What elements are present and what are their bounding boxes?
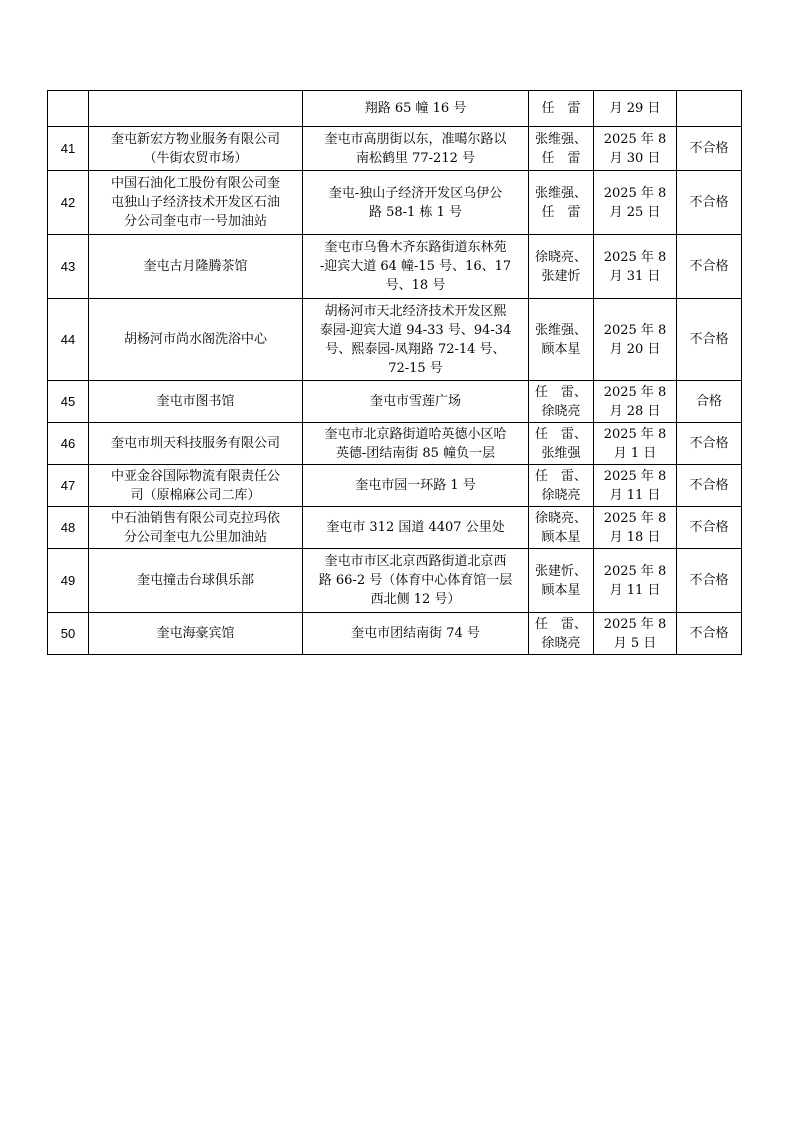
inspectors-cell-line: 顾本星 bbox=[541, 582, 581, 598]
inspectors-cell-line: 张维强 bbox=[541, 445, 581, 461]
inspection-date-cell-line: 月 28 日 bbox=[609, 403, 661, 419]
inspectors-cell-line: 张维强、 bbox=[534, 185, 587, 201]
inspection-date-cell bbox=[594, 423, 677, 465]
unit-name-cell-line: 奎屯古月隆腾茶馆 bbox=[143, 259, 248, 274]
inspectors-cell bbox=[529, 465, 594, 507]
inspectors-cell bbox=[529, 91, 594, 127]
inspectors-cell-line: 张建忻、 bbox=[534, 563, 587, 579]
inspection-date-cell-line: 2025 年 8 bbox=[603, 563, 667, 579]
inspectors-cell-line: 张维强、 bbox=[534, 131, 587, 147]
inspectors-cell-line: 张建忻 bbox=[541, 268, 581, 284]
result-cell: 合格 bbox=[677, 381, 742, 423]
row-number-cell: 43 bbox=[48, 235, 89, 299]
inspectors-cell-line: 徐晓亮 bbox=[541, 487, 581, 503]
result-cell: 不合格 bbox=[677, 235, 742, 299]
address-cell-line: 号、熙泰园-凤翔路 72-14 号、 bbox=[325, 341, 506, 357]
unit-name-cell-line: 奎屯撞击台球俱乐部 bbox=[136, 573, 254, 588]
inspectors-cell-line: 张维强、 bbox=[534, 322, 587, 338]
inspectors-cell-line: 徐晓亮、 bbox=[534, 510, 587, 526]
inspection-date-cell bbox=[594, 613, 677, 655]
address-cell bbox=[303, 549, 529, 613]
inspectors-cell-line: 任 雷、 bbox=[534, 468, 587, 484]
address-cell bbox=[303, 127, 529, 171]
unit-name-cell-line: 奎屯海豪宾馆 bbox=[156, 626, 235, 641]
inspection-date-cell-line: 2025 年 8 bbox=[603, 468, 667, 484]
address-cell-line: 奎屯市雪莲广场 bbox=[369, 394, 461, 409]
inspectors-cell bbox=[529, 381, 594, 423]
inspectors-cell bbox=[529, 423, 594, 465]
table-row bbox=[48, 171, 742, 235]
unit-name-cell bbox=[89, 171, 303, 235]
unit-name-cell-line: 胡杨河市尚水阁洗浴中心 bbox=[123, 332, 267, 347]
address-cell-line: 奎屯-独山子经济开发区乌伊公 bbox=[328, 185, 503, 201]
result-cell: 不合格 bbox=[677, 465, 742, 507]
address-cell-line: 泰园-迎宾大道 94-33 号、94-34 bbox=[319, 322, 512, 338]
inspection-date-cell bbox=[594, 127, 677, 171]
address-cell-line: 胡杨河市天北经济技术开发区熙 bbox=[324, 303, 507, 319]
inspectors-cell-line: 任 雷、 bbox=[534, 384, 587, 400]
unit-name-cell bbox=[89, 235, 303, 299]
unit-name-cell bbox=[89, 299, 303, 381]
result-cell: 不合格 bbox=[677, 549, 742, 613]
address-cell-line: 路 66-2 号（体育中心体育馆一层 bbox=[318, 573, 513, 588]
inspection-date-cell bbox=[594, 171, 677, 235]
inspectors-cell-line: 任 雷 bbox=[541, 204, 581, 220]
inspectors-cell-line: 徐晓亮 bbox=[541, 403, 581, 419]
inspection-date-cell-line: 2025 年 8 bbox=[603, 249, 667, 265]
inspection-date-cell bbox=[594, 507, 677, 549]
inspection-date-cell-line: 月 20 日 bbox=[609, 341, 661, 357]
table-row bbox=[48, 381, 742, 423]
inspection-date-cell bbox=[594, 299, 677, 381]
result-cell: 不合格 bbox=[677, 299, 742, 381]
address-cell-line: 奎屯市 312 国道 4407 公里处 bbox=[326, 520, 505, 535]
inspectors-cell bbox=[529, 507, 594, 549]
unit-name-cell bbox=[89, 423, 303, 465]
row-number-cell: 42 bbox=[48, 171, 89, 235]
inspectors-cell-line: 顾本星 bbox=[541, 529, 581, 545]
table-row bbox=[48, 613, 742, 655]
inspectors-cell-line: 徐晓亮、 bbox=[534, 249, 587, 265]
table-row bbox=[48, 549, 742, 613]
address-cell-line: 西北侧 12 号） bbox=[370, 592, 461, 607]
address-cell bbox=[303, 423, 529, 465]
unit-name-cell-line: （牛街农贸市场） bbox=[143, 150, 248, 166]
address-cell bbox=[303, 465, 529, 507]
address-cell bbox=[303, 171, 529, 235]
inspectors-cell bbox=[529, 549, 594, 613]
inspection-date-cell-line: 2025 年 8 bbox=[603, 131, 667, 147]
table-row bbox=[48, 235, 742, 299]
inspection-date-cell-line: 月 11 日 bbox=[609, 582, 661, 598]
table-body bbox=[48, 91, 742, 655]
unit-name-cell-line: 分公司奎屯市一号加油站 bbox=[123, 214, 267, 229]
unit-name-cell bbox=[89, 507, 303, 549]
inspectors-cell-line: 任 雷、 bbox=[534, 616, 587, 632]
table-row bbox=[48, 91, 742, 127]
unit-name-cell-line: 奎屯市圳天科技服务有限公司 bbox=[110, 436, 280, 451]
unit-name-cell-line: 中石油销售有限公司克拉玛依 bbox=[110, 510, 280, 526]
row-number-cell bbox=[48, 91, 89, 127]
unit-name-cell bbox=[89, 613, 303, 655]
inspectors-cell-line: 任 雷、 bbox=[534, 426, 587, 442]
inspection-date-cell-line: 月 5 日 bbox=[613, 635, 657, 651]
table-row bbox=[48, 127, 742, 171]
address-cell-line: -迎宾大道 64 幢-15 号、16、17 bbox=[319, 259, 512, 274]
unit-name-cell bbox=[89, 381, 303, 423]
address-cell-line: 72-15 号 bbox=[388, 360, 443, 376]
inspectors-cell-line: 徐晓亮 bbox=[541, 635, 581, 651]
inspection-date-cell bbox=[594, 549, 677, 613]
table-row bbox=[48, 507, 742, 549]
row-number-cell: 46 bbox=[48, 423, 89, 465]
address-cell-line: 南松鹤里 77-212 号 bbox=[355, 150, 475, 166]
row-number-cell: 44 bbox=[48, 299, 89, 381]
inspection-date-cell-line: 2025 年 8 bbox=[603, 510, 667, 526]
inspectors-cell bbox=[529, 299, 594, 381]
inspection-results-table bbox=[47, 90, 742, 655]
table-row bbox=[48, 465, 742, 507]
address-cell-line: 奎屯市市区北京西路街道北京西 bbox=[324, 554, 507, 569]
unit-name-cell-line: 中国石油化工股份有限公司奎 bbox=[110, 176, 280, 191]
address-cell-line: 奎屯市乌鲁木齐东路街道东林苑 bbox=[324, 240, 507, 255]
inspectors-cell-line: 任 雷 bbox=[541, 101, 581, 116]
address-cell bbox=[303, 381, 529, 423]
result-cell: 不合格 bbox=[677, 507, 742, 549]
inspection-date-cell-line: 2025 年 8 bbox=[603, 185, 667, 201]
row-number-cell: 41 bbox=[48, 127, 89, 171]
address-cell-line: 奎屯市高朋街以东，准噶尔路以 bbox=[324, 131, 507, 147]
unit-name-cell-line: 司（原棉麻公司二库） bbox=[130, 487, 261, 503]
inspection-date-cell-line: 2025 年 8 bbox=[603, 384, 667, 400]
address-cell-line: 翔路 65 幢 16 号 bbox=[364, 101, 467, 116]
unit-name-cell bbox=[89, 127, 303, 171]
table-row bbox=[48, 299, 742, 381]
address-cell-line: 奎屯市北京路街道哈英德小区哈 bbox=[324, 426, 507, 442]
inspection-date-cell-line: 月 11 日 bbox=[609, 487, 661, 503]
inspection-date-cell bbox=[594, 235, 677, 299]
inspection-date-cell-line: 2025 年 8 bbox=[603, 322, 667, 338]
inspection-date-cell bbox=[594, 381, 677, 423]
unit-name-cell bbox=[89, 91, 303, 127]
row-number-cell: 48 bbox=[48, 507, 89, 549]
inspection-date-cell-line: 2025 年 8 bbox=[603, 426, 667, 442]
row-number-cell: 45 bbox=[48, 381, 89, 423]
inspection-date-cell-line: 月 18 日 bbox=[609, 529, 661, 545]
inspection-date-cell-line: 月 1 日 bbox=[613, 445, 657, 461]
row-number-cell: 49 bbox=[48, 549, 89, 613]
address-cell-line: 路 58-1 栋 1 号 bbox=[368, 204, 462, 220]
unit-name-cell bbox=[89, 465, 303, 507]
inspection-date-cell-line: 月 29 日 bbox=[609, 101, 661, 116]
result-cell: 不合格 bbox=[677, 127, 742, 171]
inspection-date-cell-line: 月 31 日 bbox=[609, 268, 661, 284]
result-cell: 不合格 bbox=[677, 171, 742, 235]
address-cell-line: 奎屯市园一环路 1 号 bbox=[355, 478, 476, 493]
row-number-cell: 50 bbox=[48, 613, 89, 655]
address-cell-line: 奎屯市团结南街 74 号 bbox=[351, 626, 480, 641]
unit-name-cell-line: 屯独山子经济技术开发区石油 bbox=[110, 195, 280, 210]
inspectors-cell-line: 任 雷 bbox=[541, 150, 581, 166]
inspectors-cell-line: 顾本星 bbox=[541, 341, 581, 357]
unit-name-cell-line: 中亚金谷国际物流有限责任公 bbox=[110, 468, 280, 484]
inspection-date-cell-line: 2025 年 8 bbox=[603, 616, 667, 632]
result-cell: 不合格 bbox=[677, 613, 742, 655]
address-cell bbox=[303, 235, 529, 299]
inspectors-cell bbox=[529, 171, 594, 235]
address-cell bbox=[303, 299, 529, 381]
inspectors-cell bbox=[529, 613, 594, 655]
result-cell bbox=[677, 91, 742, 127]
inspection-date-cell bbox=[594, 91, 677, 127]
inspection-date-cell-line: 月 30 日 bbox=[609, 150, 661, 166]
address-cell bbox=[303, 91, 529, 127]
address-cell-line: 英德-团结南街 85 幢负一层 bbox=[335, 445, 496, 461]
address-cell-line: 号、18 号 bbox=[385, 278, 446, 293]
unit-name-cell bbox=[89, 549, 303, 613]
row-number-cell: 47 bbox=[48, 465, 89, 507]
address-cell bbox=[303, 613, 529, 655]
inspectors-cell bbox=[529, 235, 594, 299]
inspectors-cell bbox=[529, 127, 594, 171]
table-row bbox=[48, 423, 742, 465]
result-cell: 不合格 bbox=[677, 423, 742, 465]
inspection-date-cell bbox=[594, 465, 677, 507]
unit-name-cell-line: 奎屯市图书馆 bbox=[156, 394, 235, 409]
unit-name-cell-line: 分公司奎屯九公里加油站 bbox=[123, 529, 267, 545]
address-cell bbox=[303, 507, 529, 549]
unit-name-cell-line: 奎屯新宏方物业服务有限公司 bbox=[110, 131, 280, 147]
inspection-date-cell-line: 月 25 日 bbox=[609, 204, 661, 220]
